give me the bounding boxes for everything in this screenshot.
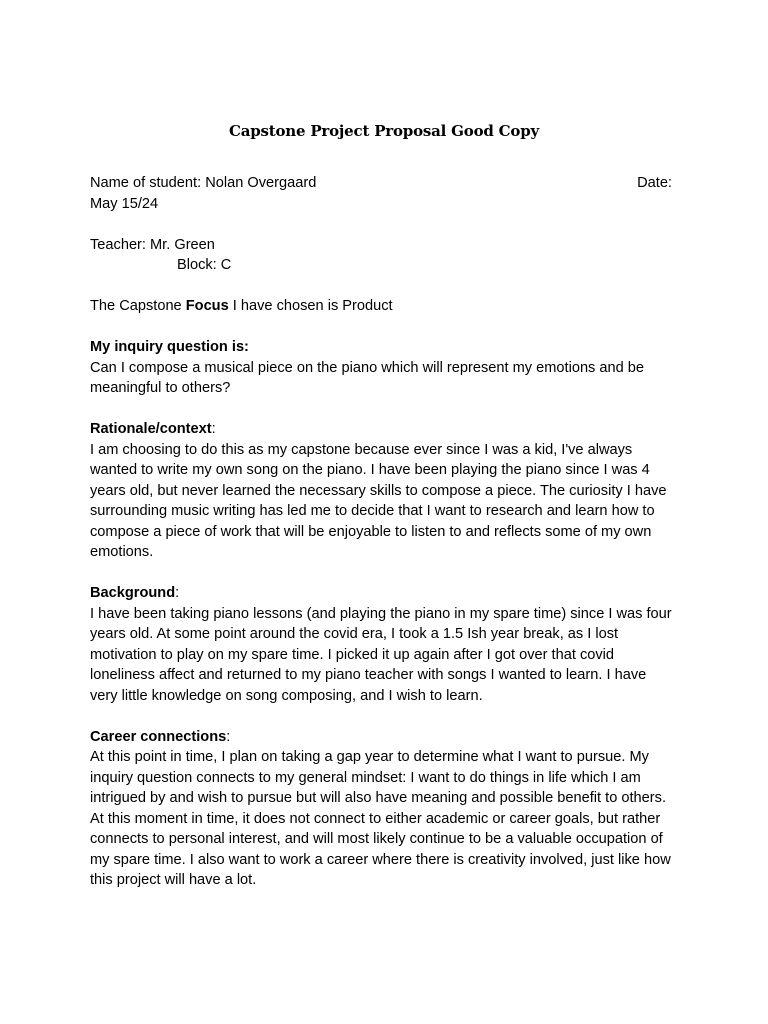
focus-line [90,296,672,317]
date-value: May 15/24 [90,195,159,212]
background-text: I have been taking piano lessons (and playing the piano in my spare time) since I was four years old. At some point around the covid era, I took a 1.5 Ish year break, as I lost motivation to play on my spare time. I picked it up again after I got over that covid loneliness affect and returned to my piano teacher with songs I wanted to learn. I have very little knowledge on song composing, and I wish to learn. [90,605,672,704]
student-name-row [90,173,672,194]
teacher-line: Teacher: Mr. Green [90,236,215,253]
focus-suffix: I have chosen is Product [228,298,393,314]
document-title: Capstone Project Proposal Good Copy [228,122,540,140]
background-heading: Background [90,585,176,601]
focus-bold-word: Focus [185,298,229,314]
date-label: Date: [637,175,672,191]
student-name: Name of student: Nolan Overgaard [90,175,317,191]
inquiry-heading: My inquiry question is: [90,339,249,355]
document-body [90,173,672,891]
rationale-heading: Rationale/context [90,421,212,437]
rationale-heading-line: Rationale/context: [90,421,216,437]
background-heading-line: Background: [90,585,180,601]
block-line: Block: C [177,257,232,273]
career-heading: Career connections [90,728,227,745]
rationale-text: I am choosing to do this as my capstone because ever since I was a kid, I've always wanted to write my own song on the piano. I have been playing the piano since I was 4 years old, but never learned the necessary skills to compose a piece. The curiosity I have surrounding music writing has led me to decide that I want to research and learn how to compose a piece of work that will be enjoyable to listen to and reflects some of my own emotions. [90,441,667,560]
career-text: At this point in time, I plan on taking a gap year to determine what I want to pursue. My inquiry question connects to my general mindset: I want to do things in life which I am intrigued by and wish to pursue but will also have meaning and possible benefit to others. At this moment in time, it does not connect to either academic or career goals, but rather connects to personal interest, and will most likely continue to be a valuable occupation of my spare time. I also want to work a career where there is creativity involved, just like how this project will have a lot. [90,749,671,888]
career-heading-line: Career connections: [90,728,231,745]
inquiry-text: Can I compose a musical piece on the piano which will represent my emotions and be meaningful to others? [90,359,645,396]
focus-prefix: The Capstone [90,298,186,314]
